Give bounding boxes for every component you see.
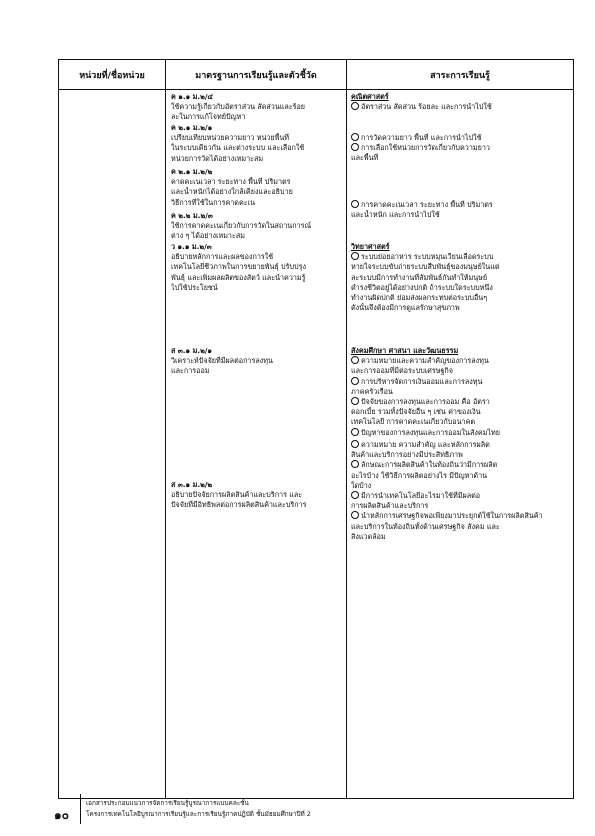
- page-footer: [0, 780, 595, 836]
- standard-block: [171, 211, 346, 242]
- content-line: [351, 283, 571, 293]
- bullet-icon: [351, 133, 359, 141]
- standard-code: ค ๒.๒ ม.๒/๓: [171, 211, 213, 220]
- content-block: [351, 242, 571, 313]
- standard-text: ละในการแก้โจทย์ปัญหา: [171, 112, 246, 122]
- content-line: [351, 450, 571, 460]
- content-line: [351, 200, 571, 210]
- content-line: [351, 491, 571, 501]
- bullet-icon: [351, 397, 359, 405]
- bullet-icon: [351, 252, 359, 260]
- standard-text: วิเคราะห์ปัจจัยที่มีผลต่อการลงทุน: [171, 356, 273, 366]
- standard-code: ค ๒.๑ ม.๒/๑: [171, 123, 213, 132]
- subject-heading: วิทยาศาสตร์: [351, 242, 390, 251]
- content-line: [351, 262, 571, 272]
- bullet-icon: [351, 428, 359, 436]
- content-text: และน้ำหนัก และการนำไปใช้: [351, 210, 440, 220]
- content-text: สิ่งแวดล้อม: [351, 531, 386, 541]
- content-line: [351, 303, 571, 313]
- content-text: ดอกเบี้ย รวมทั้งปัจจัยอื่น ๆ เช่น ค่าของเงิน: [351, 407, 481, 417]
- standard-text: เทคโนโลยีชีวภาพในการขยายพันธุ์ ปรับปรุง: [171, 262, 306, 272]
- content-text: ความหมายและความสำคัญของการลงทุน: [361, 356, 489, 366]
- content-text: ใดบ้าง: [351, 480, 372, 490]
- content-text: ลักษณะการผลิตสินค้าในท้องถิ่นว่ามีการผลิต: [361, 460, 498, 470]
- content-block: [351, 440, 571, 542]
- content-text: เทคโนโลยี การคาดคะเนเกี่ยวกับอนาคต: [351, 417, 476, 427]
- content-line: [351, 143, 571, 153]
- content-line: [351, 377, 571, 387]
- footer-divider: [80, 794, 81, 824]
- content-text: ภาคครัวเรือน: [351, 386, 393, 396]
- standard-code: ว ๑.๑ ม.๒/๓: [171, 242, 212, 251]
- bullet-icon: [351, 200, 359, 208]
- content-line: [351, 273, 571, 283]
- curriculum-table: [58, 59, 574, 799]
- standard-code: ส ๓.๑ ม.๒/๒: [171, 480, 213, 489]
- standard-block: [171, 242, 346, 293]
- content-text: การผลิตสินค้าและบริการ: [351, 501, 429, 511]
- bullet-icon: [351, 491, 359, 499]
- content-text: การบริหารจัดการเงินออมและการลงทุน: [361, 376, 483, 386]
- bullet-icon: [351, 102, 359, 110]
- content-text: ดำรงชีวิตอยู่ได้อย่างปกติ ถ้าระบบใดระบบหนึ่ง: [351, 282, 493, 292]
- content-line: [351, 102, 571, 112]
- bullet-icon: [351, 440, 359, 448]
- content-line: [351, 428, 571, 438]
- standard-block: [171, 167, 346, 208]
- content-line: [351, 481, 571, 491]
- content-text: หายใจระบบขับถ่ายระบบสืบพันธุ์ของมนุษย์ในแต่: [351, 262, 500, 272]
- content-line: [351, 387, 571, 397]
- standard-text: ในระบบเดียวกัน และต่างระบบ และเลือกใช้: [171, 143, 305, 153]
- content-text: ความหมาย ความสำคัญ และหลักการผลิต: [361, 440, 490, 449]
- footer-line-2: โครงการเทคโนโลยีบูรณาการเรียนรู้และการเรียนรู้ภาคปฏิบัติ ชั้นมัธยมศึกษาปีที่ 2: [86, 810, 311, 818]
- content-text: อัตราส่วน สัดส่วน ร้อยละ และการนำไปใช้: [361, 102, 492, 112]
- content-block: [351, 346, 571, 438]
- content-line: [351, 522, 571, 532]
- content-text: มีการนำเทคโนโลยีอะไรมาใช้ที่มีผลต่อ: [361, 491, 481, 501]
- column-divider: [346, 60, 347, 798]
- standard-text: ต่าง ๆ ได้อย่างเหมาะสม: [171, 231, 245, 241]
- standard-text: ปัจจัยที่มีอิทธิพลต่อการผลิตสินค้าและบริการ: [171, 500, 307, 510]
- content-text: ละระบบมีการทำงานที่สัมพันธ์กันทำให้มนุษย์: [351, 272, 488, 282]
- standard-text: หน่วยการวัดได้อย่างเหมาะสม: [171, 153, 264, 163]
- standard-text: และน้ำหนักได้อย่างใกล้เคียงและอธิบาย: [171, 187, 293, 197]
- bullet-icon: [351, 460, 359, 468]
- content-text: การเลือกใช้หน่วยการวัดเกี่ยวกับความยาว: [361, 143, 490, 153]
- column-divider: [165, 60, 166, 798]
- standard-text: ไปใช้ประโยชน์: [171, 282, 218, 292]
- standard-block: [171, 480, 346, 511]
- standard-text: เปรียบเทียบหน่วยความยาว หน่วยพื้นที่: [171, 133, 289, 143]
- standard-code: ค ๑.๑ ม.๒/๔: [171, 92, 213, 101]
- content-text: ปัจจัยของการลงทุนและการออม คือ อัตรา: [361, 397, 490, 407]
- content-line: [351, 511, 571, 521]
- standard-text: คาดคะเนเวลา ระยะทาง พื้นที่ ปริมาตร: [171, 177, 291, 187]
- content-line: [351, 366, 571, 376]
- content-line: [351, 397, 571, 407]
- subject-heading: สังคมศึกษา ศาสนา และวัฒนธรรม: [351, 346, 459, 355]
- header-unit: หน่วยที่/ชื่อหน่วย: [79, 71, 145, 81]
- content-line: [351, 356, 571, 366]
- header-contents: สาระการเรียนรู้: [430, 71, 490, 81]
- content-text: และบริการในท้องถิ่นทั้งด้านเศรษฐกิจ สังคม และ: [351, 521, 500, 531]
- content-line: [351, 417, 571, 427]
- content-text: การคาดคะเนเวลา ระยะทาง พื้นที่ ปริมาตร: [361, 200, 493, 209]
- standard-text: ใช้การคาดคะเนเกี่ยวกับการวัดในสถานการณ์: [171, 221, 312, 231]
- content-line: [351, 471, 571, 481]
- standard-code: ส ๓.๑ ม.๒/๑: [171, 346, 212, 355]
- bullet-icon: [351, 143, 359, 151]
- content-line: [351, 153, 571, 163]
- content-line: [351, 532, 571, 542]
- bullet-icon: [351, 356, 359, 364]
- standard-block: [171, 92, 346, 123]
- content-line: [351, 407, 571, 417]
- content-text: นำหลักการเศรษฐกิจพอเพียงมาประยุกต์ใช้ในการผลิตสินค้า: [361, 511, 543, 521]
- bullet-icon: [351, 377, 359, 385]
- content-text: และการออมที่มีต่อระบบเศรษฐกิจ: [351, 366, 453, 376]
- page-number: ๑๐: [54, 808, 69, 822]
- standard-text: วิธีการที่ใช้ในการคาดคะเน: [171, 197, 256, 207]
- standard-block: [171, 346, 346, 377]
- subject-heading: คณิตศาสตร์: [351, 92, 389, 101]
- content-block: [351, 200, 571, 220]
- content-block: [351, 92, 571, 112]
- standard-text: และการออม: [171, 366, 210, 376]
- content-text: สินค้าและบริการอย่างมีประสิทธิภาพ: [351, 450, 463, 460]
- content-text: ทำงานผิดปกติ ย่อมส่งผลกระทบต่อระบบอื่นๆ: [351, 293, 488, 303]
- footer-line-1: เอกสารประกอบแนวการจัดการเรียนรู้บูรณาการแบบคละชั้น: [86, 799, 249, 807]
- content-line: [351, 460, 571, 470]
- standard-text: ใช้ความรู้เกี่ยวกับอัตราส่วน สัดส่วนและร้อย: [171, 102, 306, 112]
- content-text: อะไรบ้าง ใช้วิธีการผลิตอย่างไร มีปัญหาด้าน: [351, 470, 488, 480]
- standard-text: อธิบายปัจจัยการผลิตสินค้าและบริการ และ: [171, 490, 303, 500]
- content-text: ปัญหาของการลงทุนและการออมในสังคมไทย: [361, 427, 500, 437]
- content-line: [351, 252, 571, 262]
- content-line: [351, 501, 571, 511]
- bullet-icon: [351, 511, 359, 519]
- content-line: [351, 210, 571, 220]
- standard-text: อธิบายหลักการและผลของการใช้: [171, 252, 274, 262]
- content-text: และพื้นที่: [351, 153, 379, 163]
- header-standards: มาตรฐานการเรียนรู้และตัวชี้วัด: [195, 71, 317, 81]
- content-line: [351, 440, 571, 450]
- content-line: [351, 293, 571, 303]
- content-text: ดังนั้นจึงต้องมีการดูแลรักษาสุขภาพ: [351, 303, 460, 313]
- content-line: [351, 133, 571, 143]
- standard-block: [171, 123, 346, 164]
- content-text: ระบบย่อยอาหาร ระบบหมุนเวียนเลือดระบบ: [361, 252, 494, 262]
- standard-code: ค ๒.๑ ม.๒/๒: [171, 167, 213, 176]
- standard-text: พันธุ์ และเพิ่มผลผลิตของสัตว์ และนำความรู้: [171, 272, 306, 282]
- content-text: การวัดความยาว พื้นที่ และการนำไปใช้: [361, 133, 482, 142]
- content-block: [351, 133, 571, 164]
